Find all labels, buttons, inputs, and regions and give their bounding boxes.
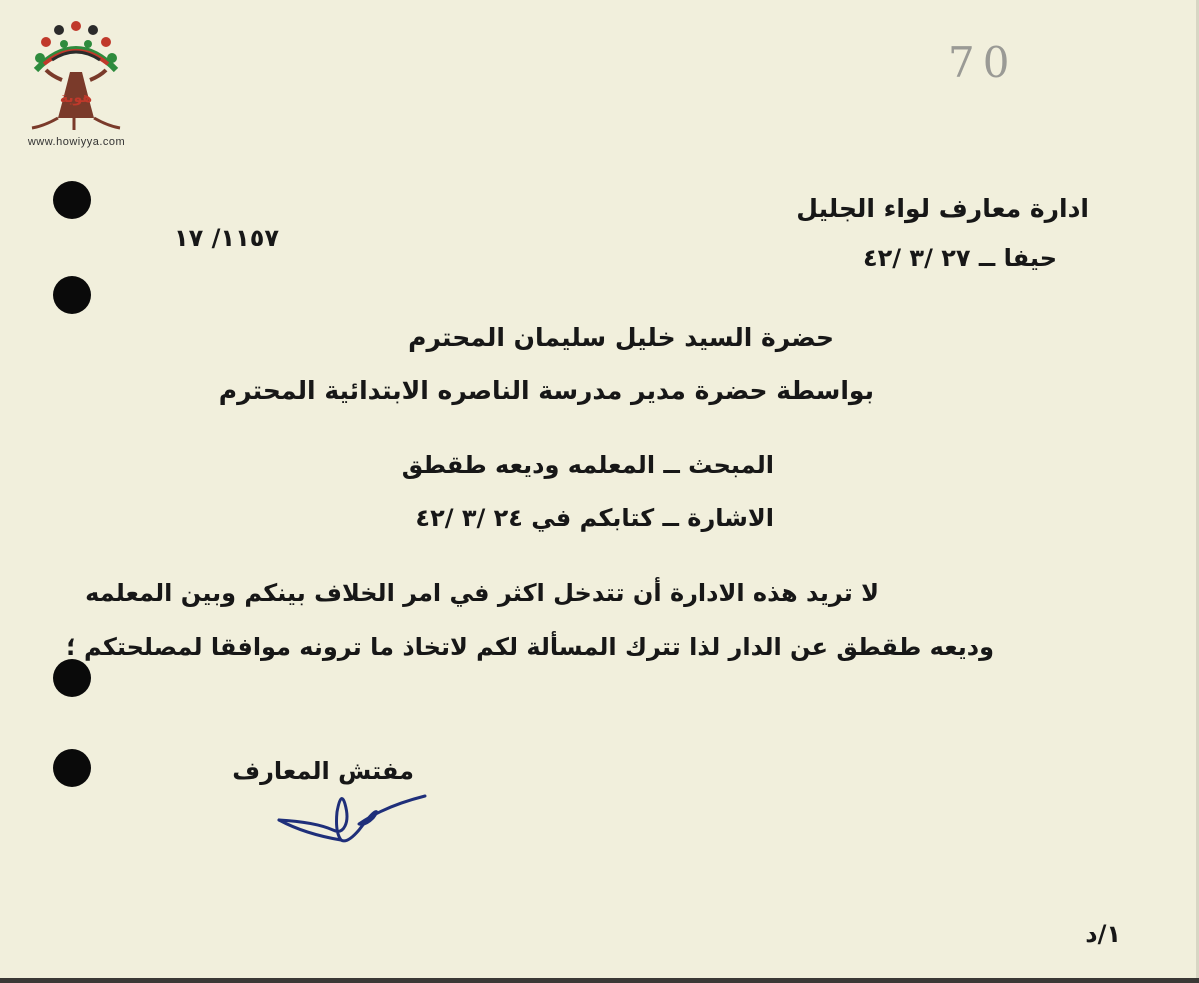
addressee-line-1: حضرة السيد خليل سليمان المحترم bbox=[408, 323, 834, 352]
office-name: ادارة معارف لواء الجليل bbox=[796, 194, 1089, 223]
punch-hole bbox=[53, 659, 91, 697]
howiyya-watermark-logo bbox=[14, 18, 139, 154]
punch-hole bbox=[53, 181, 91, 219]
body-line-2: وديعه طقطق عن الدار لذا تترك المسألة لكم لاتخاذ ما ترونه موافقا لمصلحتكم ؛ bbox=[66, 633, 994, 661]
punch-hole bbox=[53, 749, 91, 787]
addressee-line-2: بواسطة حضرة مدير مدرسة الناصره الابتدائية المحترم bbox=[218, 376, 874, 405]
handwritten-signature-icon bbox=[275, 782, 435, 852]
footer-file-mark: ١/د bbox=[1085, 920, 1121, 948]
place-and-date: حيفا ــ ٢٧ /٣ /٤٢ bbox=[863, 244, 1057, 272]
signature-title: مفتش المعارف bbox=[232, 757, 414, 785]
body-line-1: لا تريد هذه الادارة أن تتدخل اكثر في امر الخلاف بينكم وبين المعلمه bbox=[85, 579, 879, 607]
subject-line: المبحث ــ المعلمه وديعه طقطق bbox=[401, 451, 774, 479]
tree-logo-icon bbox=[14, 18, 139, 136]
watermark-url: www.howiyya.com bbox=[27, 136, 126, 148]
punch-hole bbox=[53, 276, 91, 314]
archive-page-number: 70 bbox=[948, 38, 1018, 87]
reference-number: ١١٥٧/ ١٧ bbox=[174, 224, 280, 252]
logo-text: هوية bbox=[59, 90, 93, 106]
subject-reference: الاشارة ــ كتابكم في ٢٤ /٣ /٤٢ bbox=[415, 504, 774, 532]
